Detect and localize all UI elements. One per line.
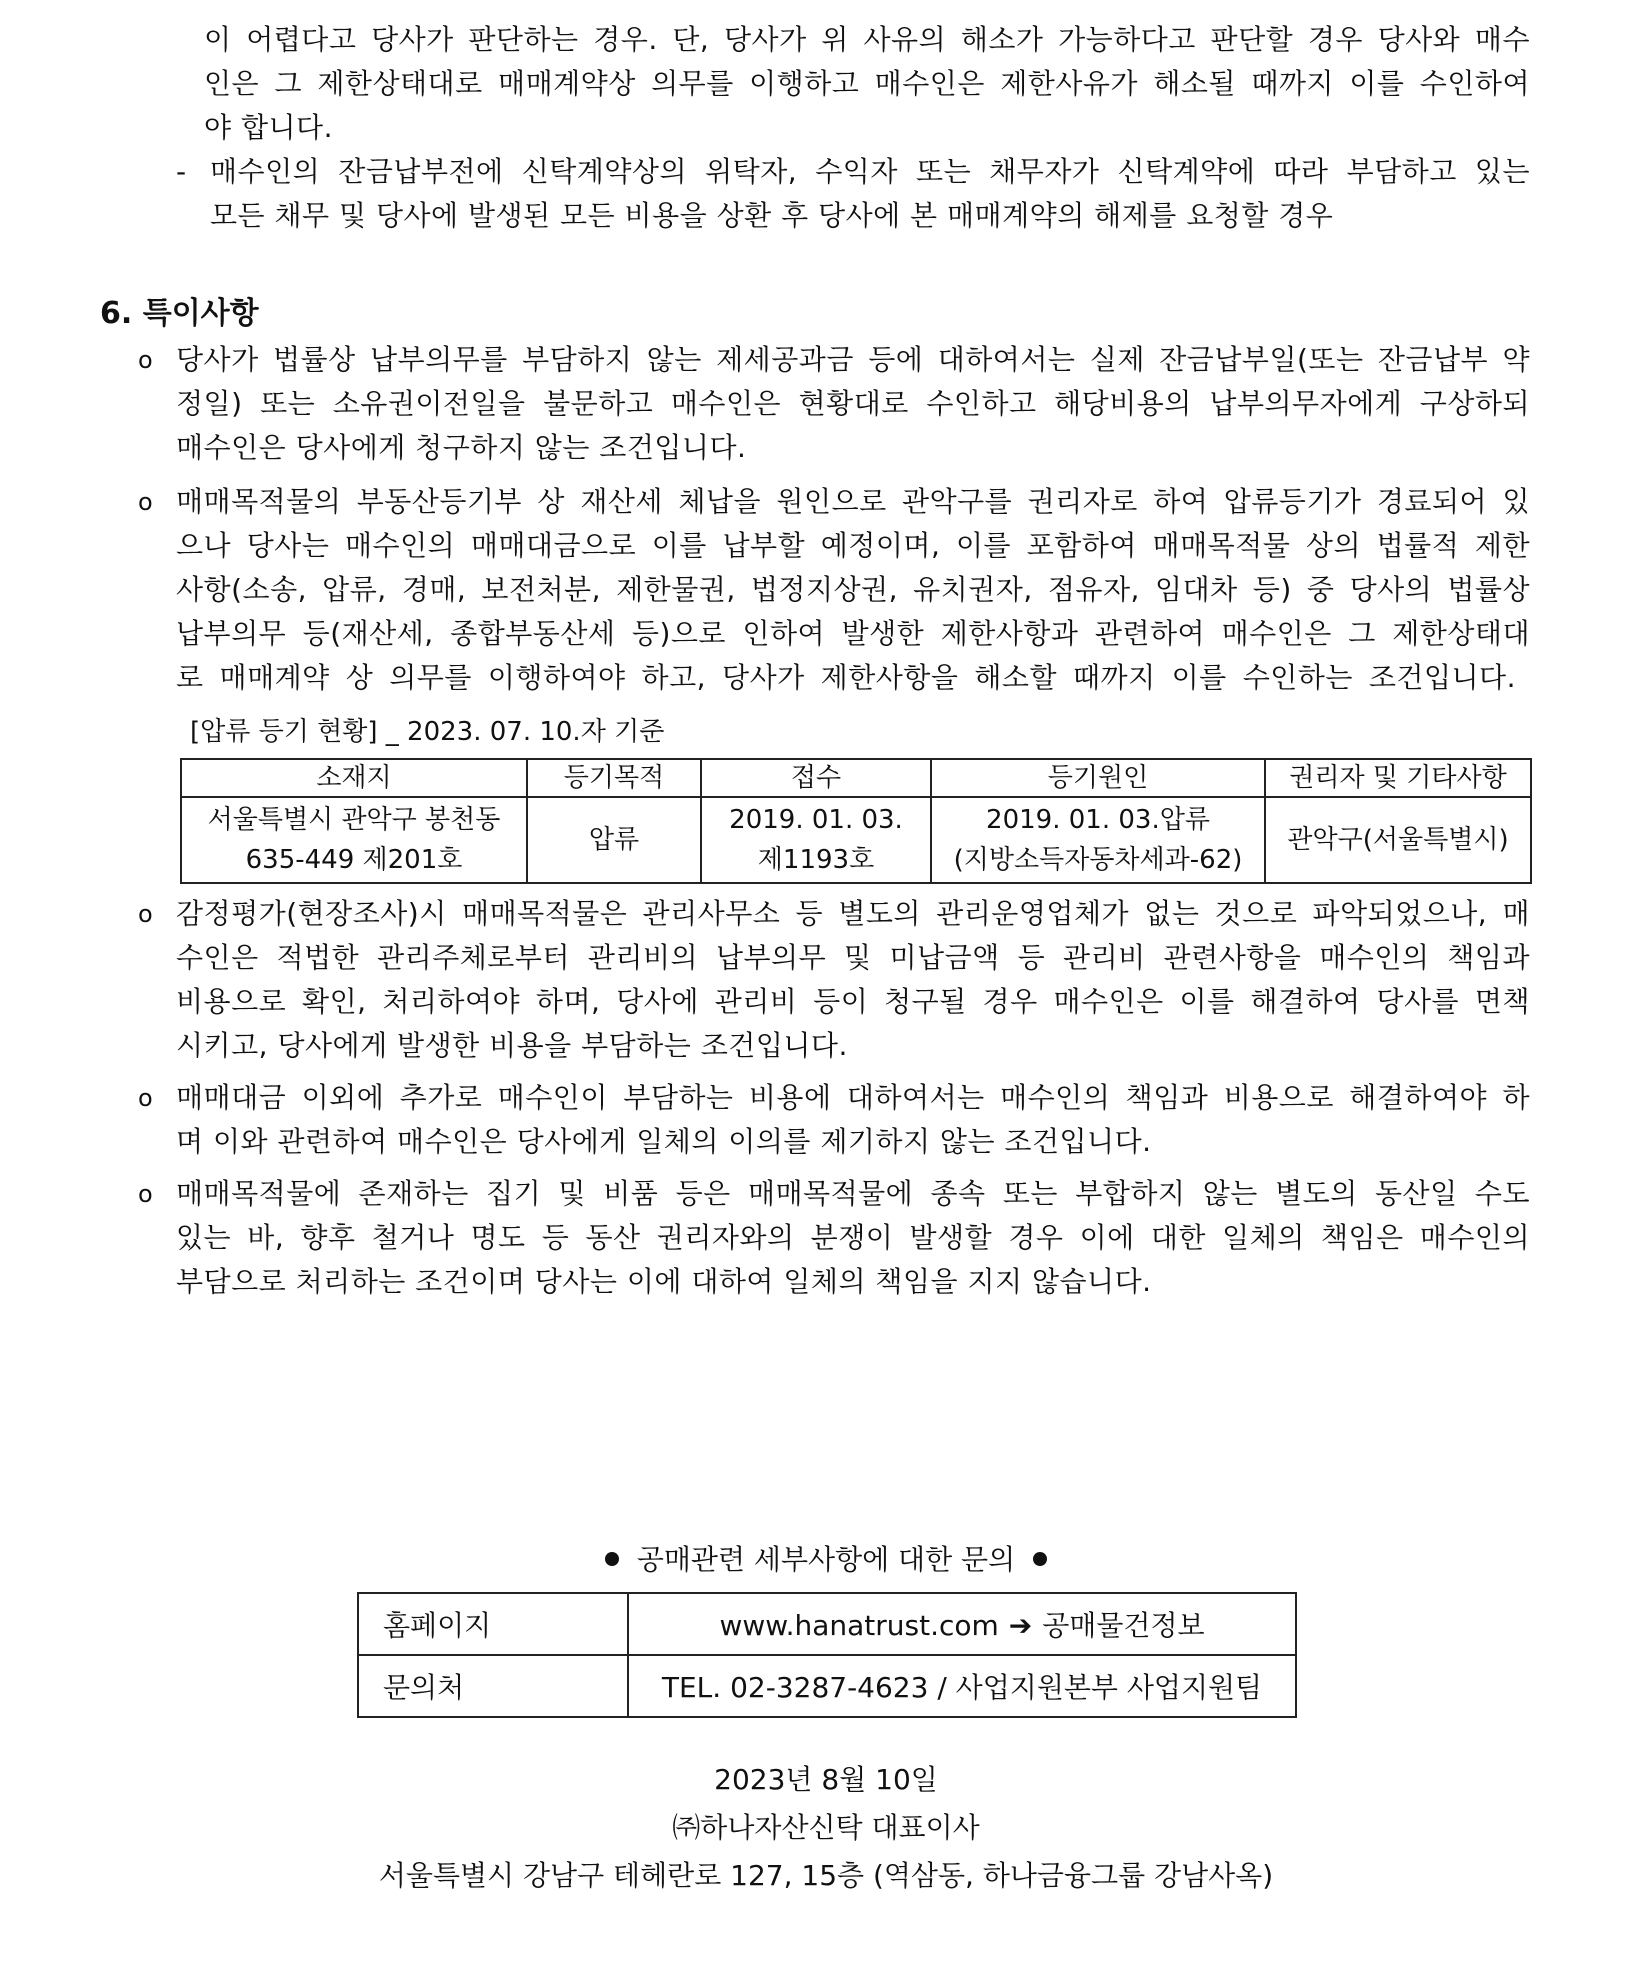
text-line: 부담으로 처리하는 조건이며 당사는 이에 대하여 일체의 책임을 지지 않습니다. (176, 1265, 1152, 1298)
location-line: 서울특별시 관악구 봉천동 (207, 805, 501, 835)
homepage-section: 공매물건정보 (1042, 1609, 1205, 1642)
receipt-line: 제1193호 (757, 845, 875, 875)
text-line: 사항(소송, 압류, 경매, 보전처분, 제한물권, 법정지상권, 유치권자, 점유자, 임대차 등) 중 당사의 법률상 (176, 573, 1530, 606)
text-line: 며 이와 관련하여 매수인은 당사에게 일체의 이의를 제기하지 않는 조건입니다. (176, 1125, 1152, 1158)
cause-line: 2019. 01. 03.압류 (986, 805, 1210, 835)
bullet-marker: o (138, 1084, 153, 1112)
text-line: 시키고, 당사에게 발생한 비용을 부담하는 조건입니다. (176, 1029, 848, 1062)
bullet-marker: o (138, 488, 153, 516)
text-line: 정일) 또는 소유권이전일을 불문하고 매수인은 현황대로 수인하고 해당비용의 납부의무자에게 구상하되 (176, 387, 1530, 420)
homepage-value (628, 1593, 1296, 1655)
bullet-marker: o (138, 1180, 153, 1208)
table-row (181, 797, 1531, 883)
holder-cell: 관악구(서울특별시) (1265, 797, 1531, 883)
column-header: 권리자 및 기타사항 (1265, 759, 1531, 797)
text-line: 수인은 적법한 관리주체로부터 관리비의 납부의무 및 미납금액 등 관리비 관련사항을 매수인의 책임과 (176, 941, 1530, 974)
footer-date: 2023년 8월 10일 (714, 1763, 938, 1796)
text-line: 납부의무 등(재산세, 종합부동산세 등)으로 인하여 발생한 제한사항과 관련하여 매수인은 그 제한상태대 (176, 617, 1530, 650)
footer-address: 서울특별시 강남구 테헤란로 127, 15층 (역삼동, 하나금융그룹 강남사옥) (378, 1859, 1274, 1892)
location-cell (181, 797, 527, 883)
cause-cell (931, 797, 1265, 883)
table-row (358, 1655, 1296, 1717)
bullet-marker: o (138, 346, 153, 374)
text-line: 감정평가(현장조사)시 매매목적물은 관리사무소 등 별도의 관리운영업체가 없는 것으로 파악되었으나, 매 (176, 897, 1530, 930)
receipt-line: 2019. 01. 03. (729, 805, 903, 835)
registry-table (180, 758, 1532, 884)
inquiry-title-text: 공매관련 세부사항에 대한 문의 (636, 1543, 1016, 1576)
text-line: 매수인은 당사에게 청구하지 않는 조건입니다. (176, 431, 747, 464)
text-line: 으나 당사는 매수인의 매매대금으로 이를 납부할 예정이며, 이를 포함하여 매매목적물 상의 법률적 제한 (176, 529, 1530, 562)
text-line: 이 어렵다고 당사가 판단하는 경우. 단, 당사가 위 사유의 해소가 가능하다고 판단할 경우 당사와 매수 (204, 23, 1530, 56)
registry-caption: [압류 등기 현황] _ 2023. 07. 10.자 기준 (190, 717, 665, 747)
column-header: 등기원인 (931, 759, 1265, 797)
bullet-dot-icon (605, 1552, 619, 1566)
text-line: 매매목적물에 존재하는 집기 및 비품 등은 매매목적물에 종속 또는 부합하지 않는 별도의 동산일 수도 (176, 1177, 1530, 1210)
text-line: 모든 채무 및 당사에 발생된 모든 비용을 상환 후 당사에 본 매매계약의 해제를 요청할 경우 (210, 199, 1334, 232)
text-line: 있는 바, 향후 철거나 명도 등 동산 권리자와의 분쟁이 발생할 경우 이에 대한 일체의 책임은 매수인의 (176, 1221, 1530, 1254)
arrow-right-icon: ➔ (1008, 1609, 1033, 1642)
text-line: 야 합니다. (204, 111, 333, 144)
dash-marker: - (176, 155, 187, 188)
cause-line: (지방소득자동차세과-62) (953, 845, 1243, 875)
text-line: 매수인의 잔금납부전에 신탁계약상의 위탁자, 수익자 또는 채무자가 신탁계약에 따라 부담하고 있는 (210, 155, 1530, 188)
contact-value: TEL. 02-3287-4623 / 사업지원본부 사업지원팀 (628, 1655, 1296, 1717)
section-heading: 6. 특이사항 (100, 296, 259, 331)
text-line: 비용으로 확인, 처리하여야 하며, 당사에 관리비 등이 청구될 경우 매수인은 이를 해결하여 당사를 면책 (176, 985, 1530, 1018)
homepage-label: 홈페이지 (358, 1593, 628, 1655)
receipt-cell (701, 797, 931, 883)
column-header: 소재지 (181, 759, 527, 797)
text-line: 당사가 법률상 납부의무를 부담하지 않는 제세공과금 등에 대하여서는 실제 잔금납부일(또는 잔금납부 약 (176, 343, 1530, 376)
column-header: 접수 (701, 759, 931, 797)
text-line: 인은 그 제한상태대로 매매계약상 의무를 이행하고 매수인은 제한사유가 해소될 때까지 이를 수인하여 (204, 67, 1530, 100)
bullet-marker: o (138, 900, 153, 928)
text-line: 로 매매계약 상 의무를 이행하여야 하고, 당사가 제한사항을 해소할 때까지 이를 수인하는 조건입니다. (176, 661, 1517, 694)
text-line: 매매목적물의 부동산등기부 상 재산세 체납을 원인으로 관악구를 권리자로 하여 압류등기가 경료되어 있 (176, 485, 1530, 518)
inquiry-title (0, 1538, 1652, 1582)
homepage-link[interactable]: www.hanatrust.com (719, 1609, 999, 1642)
table-row (358, 1593, 1296, 1655)
location-line: 635-449 제201호 (245, 845, 463, 875)
column-header: 등기목적 (527, 759, 701, 797)
contact-label: 문의처 (358, 1655, 628, 1717)
table-header-row (181, 759, 1531, 797)
purpose-cell: 압류 (527, 797, 701, 883)
footer-company: ㈜하나자산신탁 대표이사 (672, 1811, 980, 1844)
bullet-dot-icon (1033, 1552, 1047, 1566)
text-line: 매매대금 이외에 추가로 매수인이 부담하는 비용에 대하여서는 매수인의 책임과 비용으로 해결하여야 하 (176, 1081, 1530, 1114)
inquiry-table (357, 1592, 1297, 1718)
